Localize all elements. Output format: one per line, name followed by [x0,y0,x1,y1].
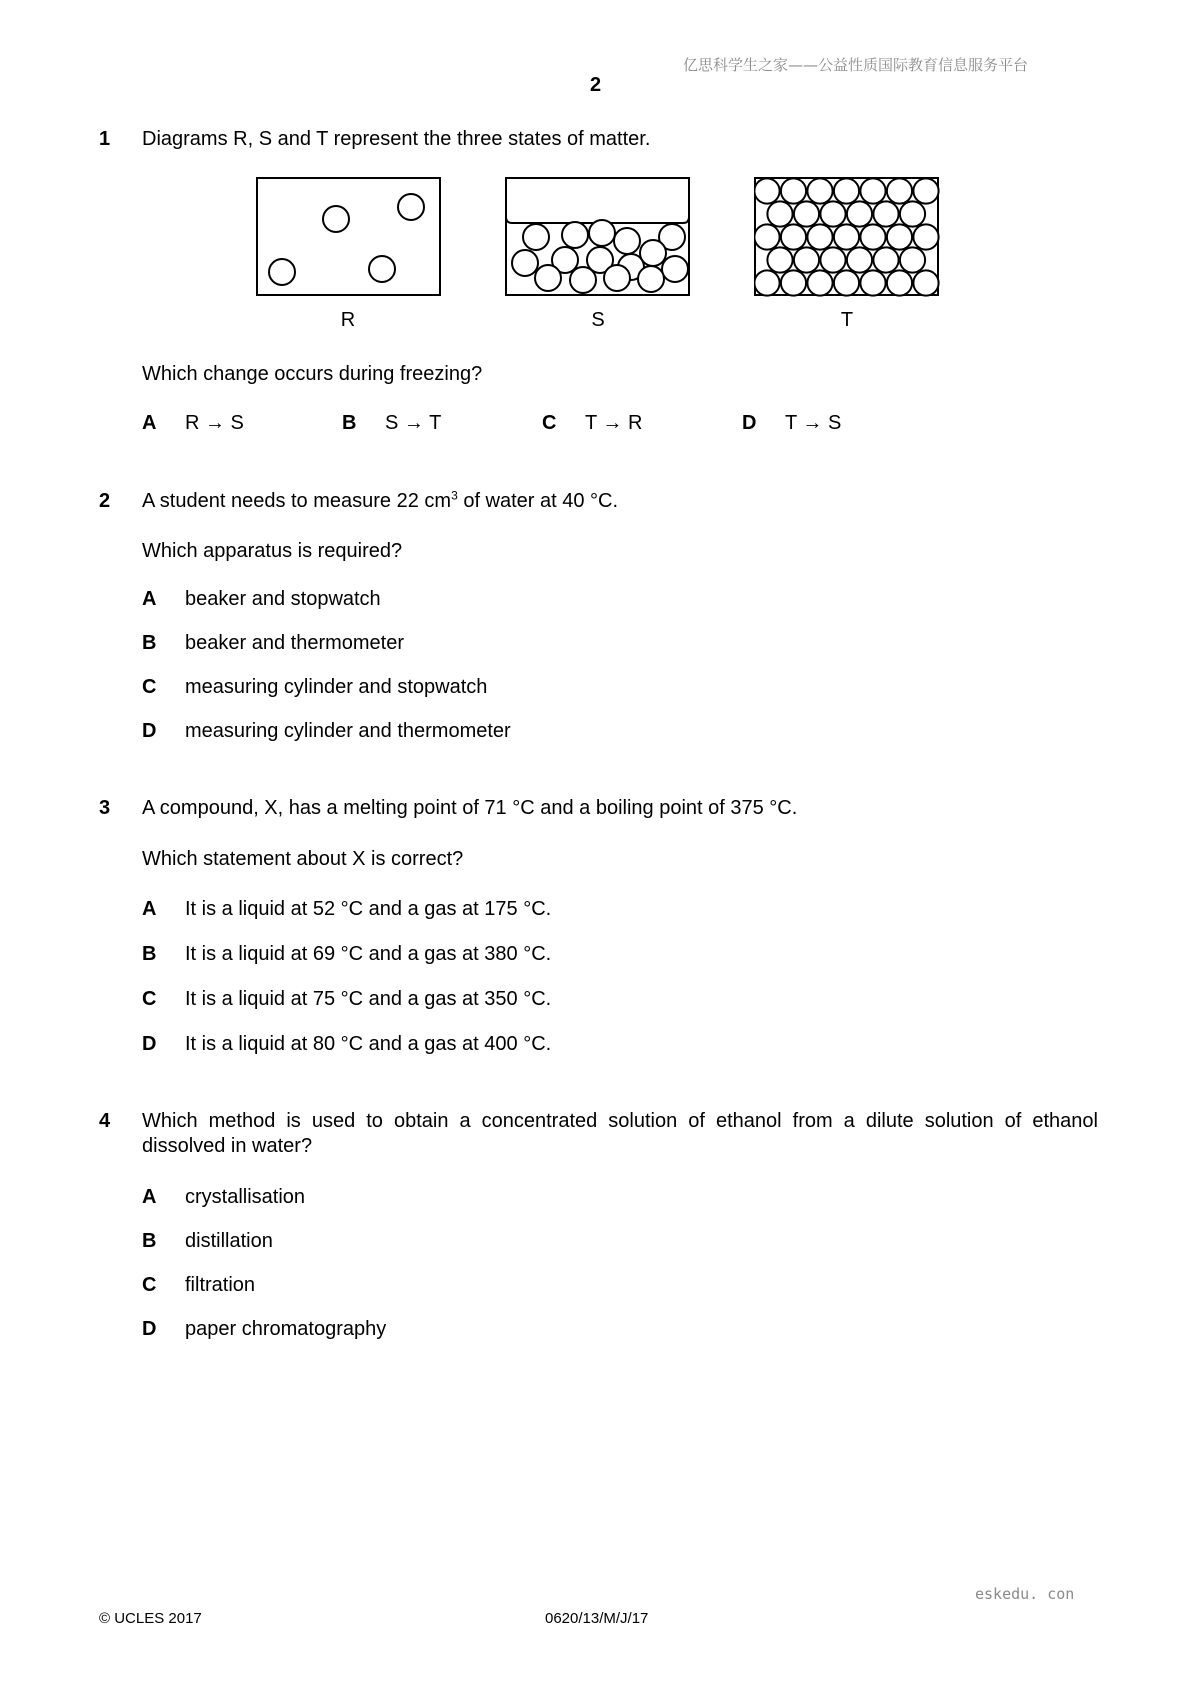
solid-particle [860,178,885,203]
liquid-particle [604,265,630,291]
gas-particle [398,194,424,220]
solid-particle [781,270,806,295]
question-4-stem: Which method is used to obtain a concentrated solution of ethanol from a dilute solution of ethanol dissolved in water? [142,1110,1098,1157]
option-letter: A [142,412,157,434]
q4-option-a[interactable] [142,1186,305,1209]
question-2-prompt: Which apparatus is required? [142,540,403,562]
solid-particle [887,270,912,295]
q4-option-c[interactable] [142,1274,255,1297]
q3-option-c[interactable] [142,988,551,1011]
solid-particle [873,247,898,272]
q4-option-d[interactable] [142,1318,386,1341]
gas-particle [369,256,395,282]
option-letter: C [142,988,157,1010]
option-text: paper chromatography [185,1318,387,1340]
solid-particle [781,178,806,203]
option-letter: D [142,1318,157,1340]
solid-particle [754,178,779,203]
solid-particle [887,224,912,249]
solid-particle [807,270,832,295]
solid-particle [913,270,938,295]
option-letter: B [142,943,157,965]
option-letter: C [142,676,157,698]
solid-particle [834,178,859,203]
option-text: T → R [585,412,643,434]
diagram-t-solid [754,177,940,297]
q1-option-b[interactable] [342,412,441,435]
diagram-label-t: T [840,309,854,331]
option-text: crystallisation [185,1186,306,1208]
q2-stem-before: A student needs to measure 22 cm [142,490,452,512]
q3-option-b[interactable] [142,943,551,966]
option-text: distillation [185,1230,273,1252]
solid-particle [794,201,819,226]
q4-option-b[interactable] [142,1230,273,1253]
q2-option-c[interactable] [142,676,487,699]
q2-option-d[interactable] [142,720,511,743]
option-text: measuring cylinder and stopwatch [185,676,488,698]
q2-option-a[interactable] [142,588,381,611]
q3-option-d[interactable] [142,1033,551,1056]
diagram-label-r: R [340,309,356,331]
diagram-r-gas [256,177,442,297]
option-letter: B [142,1230,157,1252]
option-text: It is a liquid at 69 °C and a gas at 380 °C. [185,943,552,965]
question-1-number: 1 [99,128,111,150]
diagram-label-s: S [591,309,605,331]
copyright: © UCLES 2017 [99,1610,202,1627]
question-3-stem: A compound, X, has a melting point of 71 °C and a boiling point of 375 °C. [142,797,798,819]
question-3-prompt: Which statement about X is correct? [142,848,464,870]
option-letter: C [542,412,557,434]
solid-particle [847,201,872,226]
solid-particle [781,224,806,249]
solid-particle [887,178,912,203]
diagram-s-liquid [505,177,691,297]
solid-particle [913,178,938,203]
option-text: measuring cylinder and thermometer [185,720,511,742]
solid-particle [834,270,859,295]
liquid-particle [589,220,615,246]
question-2-stem [142,490,618,513]
solid-particle [807,224,832,249]
diagram-r-container [257,178,440,295]
gas-particle [323,206,349,232]
q1-option-c[interactable] [542,412,642,435]
option-letter: A [142,1186,157,1208]
solid-particle [913,224,938,249]
option-text: T → S [785,412,842,434]
solid-particle [807,178,832,203]
page-number: 2 [590,74,602,96]
option-text: It is a liquid at 80 °C and a gas at 400 °C. [185,1033,552,1055]
option-text: S → T [385,412,442,434]
option-letter: B [342,412,357,434]
liquid-particle [535,265,561,291]
option-text: R → S [185,412,244,434]
option-letter: A [142,588,157,610]
solid-particle [820,201,845,226]
solid-particle [847,247,872,272]
q1-option-a[interactable] [142,412,244,435]
liquid-particle [638,266,664,292]
q2-stem-after: of water at 40 °C. [457,490,619,512]
solid-particle [834,224,859,249]
solid-particle [754,270,779,295]
option-letter: D [742,412,757,434]
solid-particle [900,201,925,226]
option-letter: A [142,898,157,920]
question-2-number: 2 [99,490,111,512]
option-text: It is a liquid at 75 °C and a gas at 350 °C. [185,988,552,1010]
question-3-number: 3 [99,797,111,819]
option-letter: D [142,720,157,742]
liquid-particle [562,222,588,248]
option-text: beaker and stopwatch [185,588,381,610]
option-letter: B [142,632,157,654]
question-4-number: 4 [99,1110,111,1132]
q2-stem-superscript: 3 [451,488,458,503]
gas-particle [269,259,295,285]
solid-particle [873,201,898,226]
q2-option-b[interactable] [142,632,404,655]
option-text: filtration [185,1274,256,1296]
liquid-particle [523,224,549,250]
liquid-particle [662,256,688,282]
site-watermark: eskedu. con [975,1585,1075,1603]
solid-particle [754,224,779,249]
liquid-particle [614,228,640,254]
paper-code: 0620/13/M/J/17 [545,1610,649,1627]
solid-particle [860,270,885,295]
option-letter: D [142,1033,157,1055]
q1-option-d[interactable] [742,412,841,435]
option-letter: C [142,1274,157,1296]
question-1-prompt: Which change occurs during freezing? [142,363,483,385]
solid-particle [794,247,819,272]
option-text: beaker and thermometer [185,632,405,654]
liquid-particle [512,250,538,276]
option-text: It is a liquid at 52 °C and a gas at 175 °C. [185,898,552,920]
solid-particle [860,224,885,249]
question-1-stem: Diagrams R, S and T represent the three states of matter. [142,128,651,150]
solid-particle [820,247,845,272]
solid-particle [900,247,925,272]
liquid-particle [570,267,596,293]
solid-particle [767,247,792,272]
solid-particle [767,201,792,226]
watermark-text: 亿思科学生之家——公益性质国际教育信息服务平台 [683,56,1029,74]
q3-option-a[interactable] [142,898,551,921]
